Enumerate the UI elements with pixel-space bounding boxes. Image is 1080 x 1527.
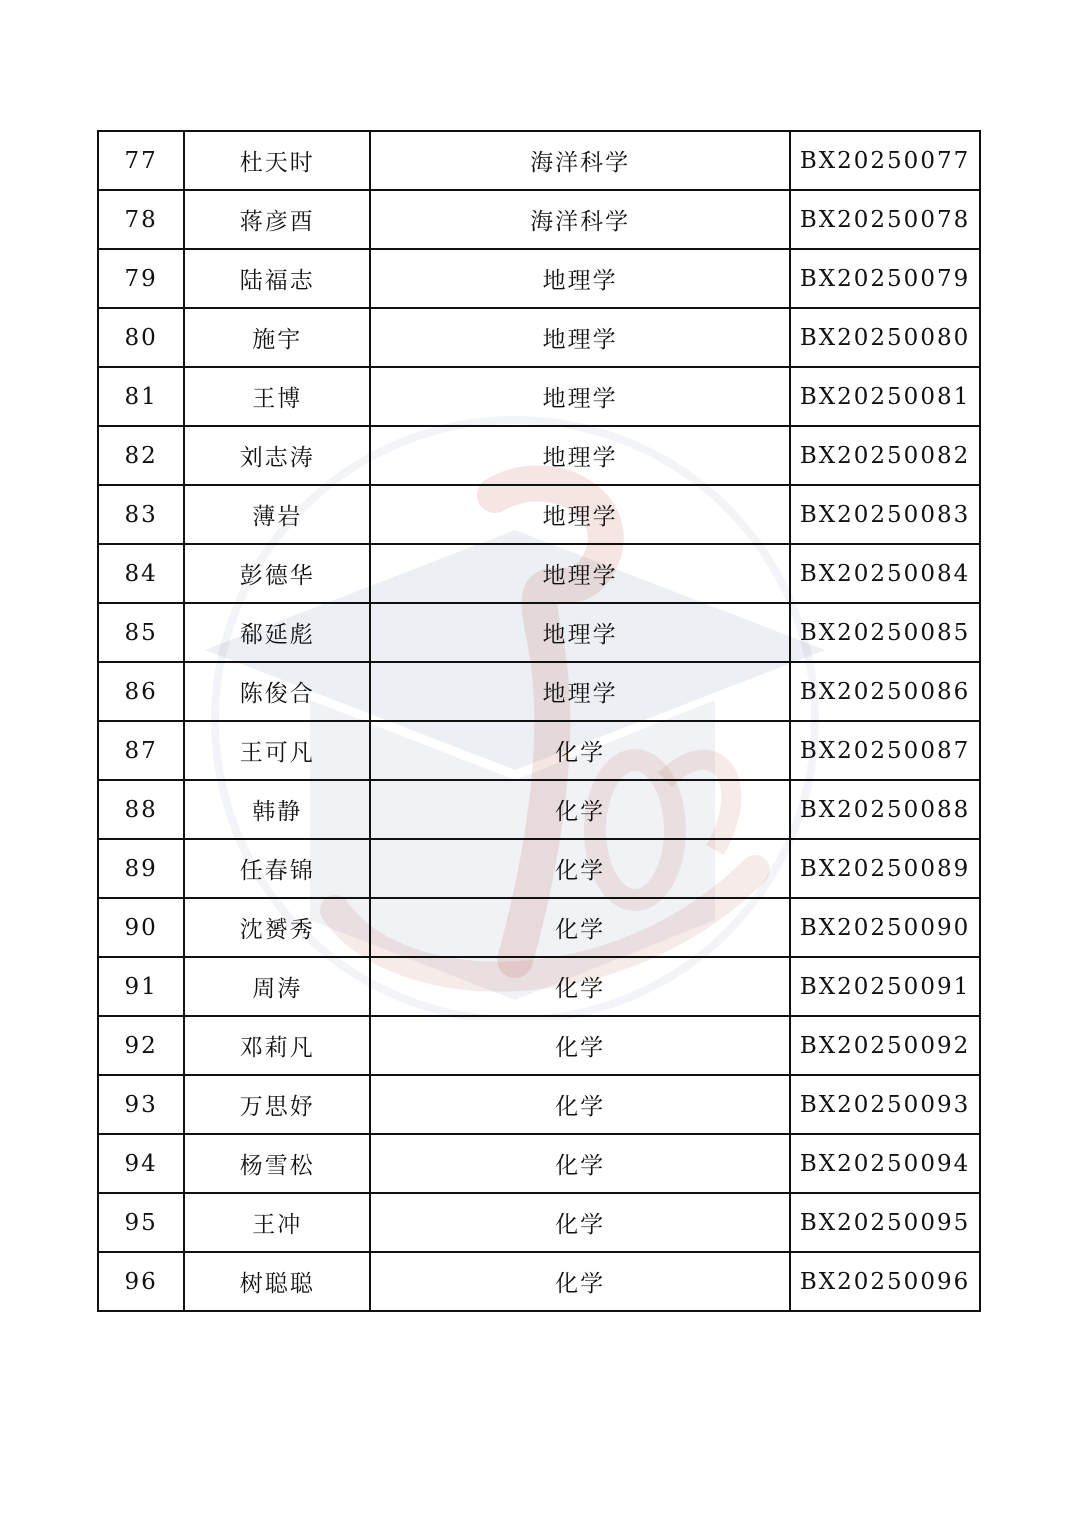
student-name: 陈俊合 [184, 662, 370, 721]
student-id: BX20250095 [790, 1193, 980, 1252]
student-id: BX20250092 [790, 1016, 980, 1075]
student-name: 王可凡 [184, 721, 370, 780]
student-id: BX20250077 [790, 131, 980, 190]
student-name: 周涛 [184, 957, 370, 1016]
student-name: 施宇 [184, 308, 370, 367]
student-name: 刘志涛 [184, 426, 370, 485]
table-row [98, 190, 980, 249]
major-name: 化学 [370, 1134, 790, 1193]
table-row [98, 957, 980, 1016]
student-name: 彭德华 [184, 544, 370, 603]
table-row [98, 426, 980, 485]
student-id: BX20250089 [790, 839, 980, 898]
table-row [98, 367, 980, 426]
table-row [98, 1252, 980, 1311]
major-name: 地理学 [370, 367, 790, 426]
row-number: 79 [98, 249, 184, 308]
table-row [98, 1016, 980, 1075]
student-id: BX20250087 [790, 721, 980, 780]
student-name: 树聪聪 [184, 1252, 370, 1311]
student-list-body [98, 131, 980, 1311]
major-name: 地理学 [370, 485, 790, 544]
student-name: 韩静 [184, 780, 370, 839]
student-id: BX20250079 [790, 249, 980, 308]
row-number: 80 [98, 308, 184, 367]
row-number: 93 [98, 1075, 184, 1134]
row-number: 91 [98, 957, 184, 1016]
major-name: 地理学 [370, 308, 790, 367]
student-name: 薄岩 [184, 485, 370, 544]
student-name: 杨雪松 [184, 1134, 370, 1193]
table-row [98, 662, 980, 721]
table-row [98, 839, 980, 898]
student-id: BX20250086 [790, 662, 980, 721]
major-name: 化学 [370, 839, 790, 898]
student-id: BX20250081 [790, 367, 980, 426]
major-name: 地理学 [370, 249, 790, 308]
student-name: 万思妤 [184, 1075, 370, 1134]
student-name: 杜天时 [184, 131, 370, 190]
major-name: 化学 [370, 1016, 790, 1075]
row-number: 82 [98, 426, 184, 485]
major-name: 化学 [370, 1075, 790, 1134]
major-name: 化学 [370, 1193, 790, 1252]
row-number: 95 [98, 1193, 184, 1252]
student-id: BX20250090 [790, 898, 980, 957]
student-name: 郗延彪 [184, 603, 370, 662]
major-name: 地理学 [370, 426, 790, 485]
table-row [98, 1075, 980, 1134]
table-row [98, 721, 980, 780]
major-name: 地理学 [370, 662, 790, 721]
row-number: 94 [98, 1134, 184, 1193]
table-row [98, 603, 980, 662]
row-number: 96 [98, 1252, 184, 1311]
student-id: BX20250078 [790, 190, 980, 249]
student-name: 陆福志 [184, 249, 370, 308]
row-number: 81 [98, 367, 184, 426]
major-name: 化学 [370, 898, 790, 957]
student-name: 王冲 [184, 1193, 370, 1252]
table-row [98, 485, 980, 544]
student-name: 沈赟秀 [184, 898, 370, 957]
student-id: BX20250094 [790, 1134, 980, 1193]
row-number: 84 [98, 544, 184, 603]
student-list-table [97, 130, 981, 1312]
table-row [98, 780, 980, 839]
row-number: 89 [98, 839, 184, 898]
student-id: BX20250091 [790, 957, 980, 1016]
student-id: BX20250084 [790, 544, 980, 603]
student-id: BX20250083 [790, 485, 980, 544]
table-row [98, 249, 980, 308]
student-name: 邓莉凡 [184, 1016, 370, 1075]
table-row [98, 1134, 980, 1193]
student-name: 任春锦 [184, 839, 370, 898]
table-row [98, 898, 980, 957]
major-name: 化学 [370, 721, 790, 780]
major-name: 化学 [370, 780, 790, 839]
row-number: 86 [98, 662, 184, 721]
row-number: 85 [98, 603, 184, 662]
row-number: 77 [98, 131, 184, 190]
student-name: 蒋彦酉 [184, 190, 370, 249]
student-id: BX20250088 [790, 780, 980, 839]
student-id: BX20250082 [790, 426, 980, 485]
major-name: 地理学 [370, 544, 790, 603]
row-number: 87 [98, 721, 184, 780]
table-row [98, 1193, 980, 1252]
table-row [98, 131, 980, 190]
major-name: 地理学 [370, 603, 790, 662]
student-name: 王博 [184, 367, 370, 426]
row-number: 92 [98, 1016, 184, 1075]
student-id: BX20250085 [790, 603, 980, 662]
row-number: 88 [98, 780, 184, 839]
student-id: BX20250080 [790, 308, 980, 367]
major-name: 化学 [370, 1252, 790, 1311]
student-id: BX20250093 [790, 1075, 980, 1134]
major-name: 海洋科学 [370, 131, 790, 190]
major-name: 海洋科学 [370, 190, 790, 249]
table-row [98, 308, 980, 367]
student-id: BX20250096 [790, 1252, 980, 1311]
row-number: 83 [98, 485, 184, 544]
row-number: 78 [98, 190, 184, 249]
table-row [98, 544, 980, 603]
major-name: 化学 [370, 957, 790, 1016]
row-number: 90 [98, 898, 184, 957]
